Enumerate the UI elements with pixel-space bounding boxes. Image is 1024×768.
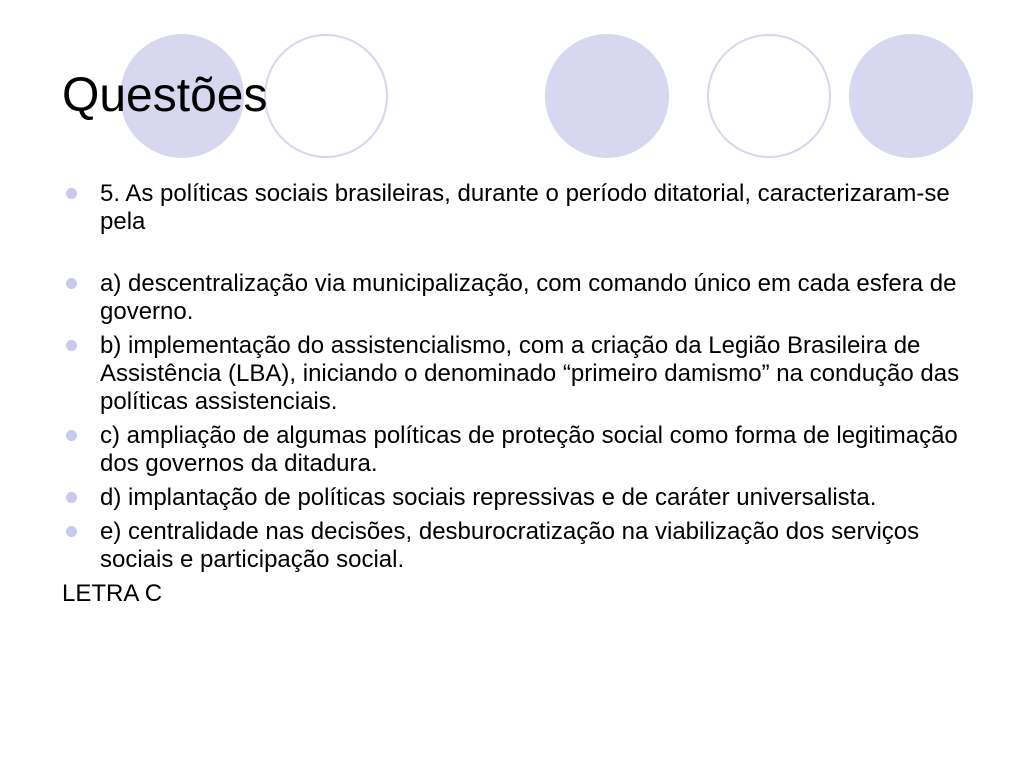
- option-b: [62, 332, 972, 416]
- option-c: [62, 422, 972, 478]
- bullet-icon: [66, 278, 77, 289]
- question-item: [62, 180, 972, 236]
- option-d: [62, 484, 972, 512]
- decorative-circle-filled: [849, 34, 973, 158]
- option-text: a) descentralização via municipalização, com comando único em cada esfera de governo.: [100, 270, 957, 325]
- option-text: e) centralidade nas decisões, desburocratização na viabilização dos serviços sociais e participação social.: [100, 518, 920, 573]
- decorative-circle-filled: [545, 34, 669, 158]
- option-a: [62, 270, 972, 326]
- decorative-circle-outline: [707, 34, 831, 158]
- answer-text: LETRA C: [62, 580, 163, 607]
- slide-content: [62, 180, 972, 608]
- question-text: 5. As políticas sociais brasileiras, durante o período ditatorial, caracterizaram-se pela: [100, 180, 950, 235]
- option-text: b) implementação do assistencialismo, com a criação da Legião Brasileira de Assistência (LBA), iniciando o denominado “primeiro damismo” na condução das políticas assistenciais.: [100, 332, 960, 415]
- bullet-icon: [66, 430, 77, 441]
- option-text: c) ampliação de algumas políticas de proteção social como forma de legitimação dos governos da ditadura.: [100, 422, 958, 477]
- slide-title: Questões: [62, 69, 268, 122]
- bullet-icon: [66, 340, 77, 351]
- decorative-circle-outline: [264, 34, 388, 158]
- bullet-icon: [66, 188, 77, 199]
- bullet-icon: [66, 492, 77, 503]
- option-e: [62, 518, 972, 574]
- bullet-icon: [66, 526, 77, 537]
- option-text: d) implantação de políticas sociais repressivas e de caráter universalista.: [100, 484, 877, 511]
